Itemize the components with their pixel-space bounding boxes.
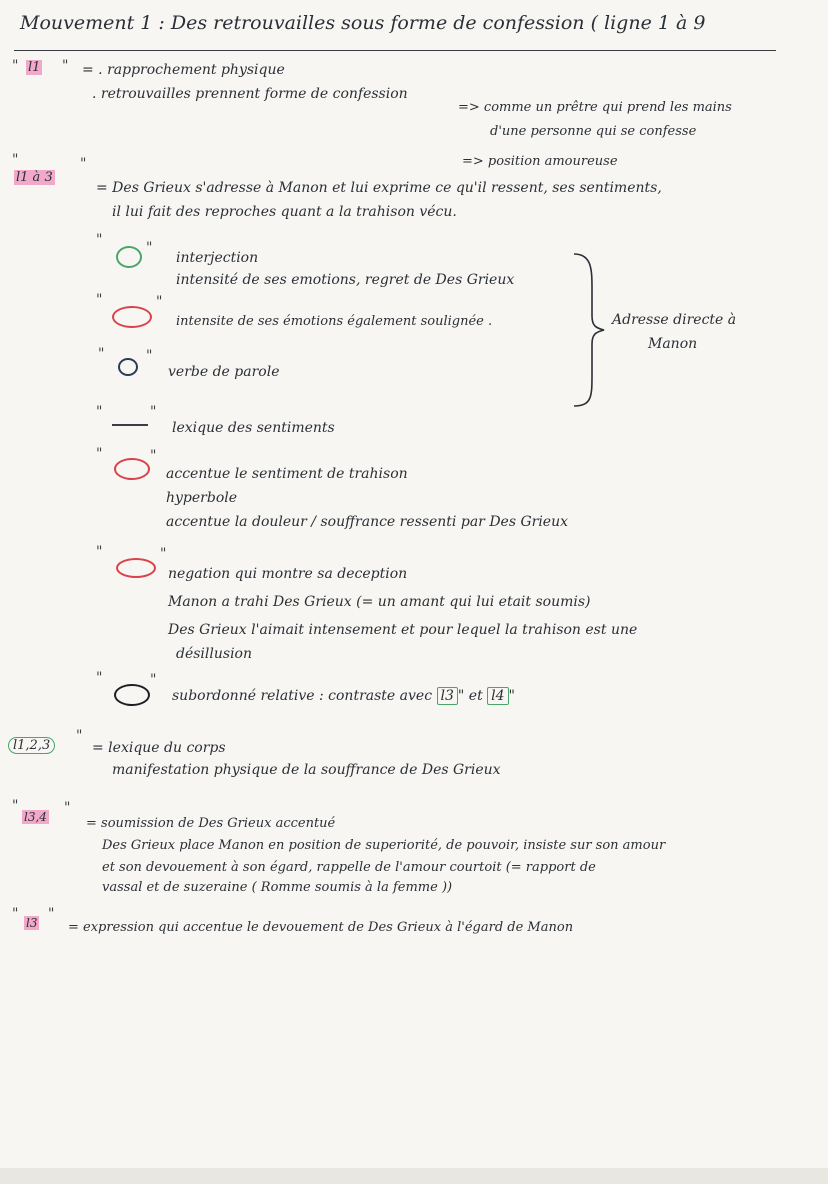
quote-mark: " [98,346,105,362]
section1-arrow2: => position amoureuse [462,154,618,169]
section2-line1: = Des Grieux s'adresse à Manon et lui exprime ce qu'il ressent, ses sentiments, [96,180,662,196]
title-underline [14,50,776,51]
line-ref-l4: l4 [487,687,508,705]
item5-line2: Des Grieux l'aimait intensement et pour lequel la trahison est une [168,622,638,638]
quote-mark: " [96,232,103,248]
section4-line2: Des Grieux place Manon en position de superiorité, de pouvoir, insiste sur son amour [102,838,666,853]
quote-mark: " [150,404,157,420]
section5-line1: = expression qui accentue le devouement de Des Grieux à l'égard de Manon [68,920,574,935]
quote-mark: " [150,672,157,688]
line-ref-l3: l3 [437,687,458,705]
item4-line0: accentue le sentiment de trahison [166,466,408,482]
item5-line3: désillusion [176,646,252,662]
quote-mark: " [62,58,69,74]
quote-mark: " [156,294,163,310]
section5-label: l3 [26,916,38,930]
quote-mark: " [12,906,19,922]
green-circle-marker [116,246,142,268]
quote-mark: " [12,58,19,74]
item0-line0: interjection [176,250,259,266]
section2-label: l1 à 3 [16,170,53,185]
quote-mark: " [64,800,71,816]
section4-line3: et son devouement à son égard, rappelle de l'amour courtoit (= rapport de [102,860,596,875]
section3-line1: = lexique du corps [92,740,226,756]
brace-note-line0: Adresse directe à [612,312,737,328]
right-brace [570,250,610,410]
quote-mark: " [80,156,87,172]
quote-mark: " [12,152,19,168]
page-bottom-edge [0,1168,828,1184]
item2-line0: verbe de parole [168,364,280,380]
item5-line1: Manon a trahi Des Grieux (= un amant qui lui etait soumis) [168,594,591,610]
item6-line0: subordonné relative : contraste avec l3 " et l4 " [172,688,515,704]
section1-line1: = . rapprochement physique [82,62,285,78]
section1-label: l1 [28,60,41,75]
section1-arrow1b: d'une personne qui se confesse [490,124,697,139]
quote-mark: " [146,240,153,256]
quote-mark: " [96,292,103,308]
quote-mark: " [150,448,157,464]
quote-mark: " [96,670,103,686]
navy-circle-marker [118,358,138,376]
quote-mark: " [96,404,103,420]
item4-line1: hyperbole [166,490,238,506]
item4-line2: accentue la douleur / souffrance ressenti par Des Grieux [166,514,569,530]
section1-arrow1: => comme un prêtre qui prend les mains [458,100,732,115]
section4-line4: vassal et de suzeraine ( Romme soumis à la femme )) [102,880,453,895]
black-oval-marker [114,684,150,706]
quote-mark: " [96,446,103,462]
quote-mark: " [160,546,167,562]
section1-line2: . retrouvailles prennent forme de confession [92,86,408,102]
section3-line2: manifestation physique de la souffrance de Des Grieux [112,762,501,778]
section3-label: l1,2,3 [8,738,55,753]
section4-line1: = soumission de Des Grieux accentué [86,816,336,831]
quote-mark: " [146,348,153,364]
section4-label: l3,4 [24,810,47,824]
item1-line0: intensite de ses émotions également soulignée . [176,314,493,329]
red-oval-marker [114,458,150,480]
quote-mark: " [48,906,55,922]
quote-mark: " [76,728,83,744]
page-title: Mouvement 1 : Des retrouvailles sous forme de confession ( ligne 1 à 9 [20,12,706,34]
red-oval-marker [112,306,152,328]
item3-line0: lexique des sentiments [172,420,335,436]
section2-line2: il lui fait des reproches quant a la trahison vécu. [112,204,457,220]
quote-mark: " [12,798,19,814]
brace-note-line1: Manon [648,336,698,352]
dash-marker [112,424,148,426]
quote-mark: " [96,544,103,560]
red-oval-marker [116,558,156,578]
item5-line0: negation qui montre sa deception [168,566,408,582]
item0-line1: intensité de ses emotions, regret de Des Grieux [176,272,515,288]
